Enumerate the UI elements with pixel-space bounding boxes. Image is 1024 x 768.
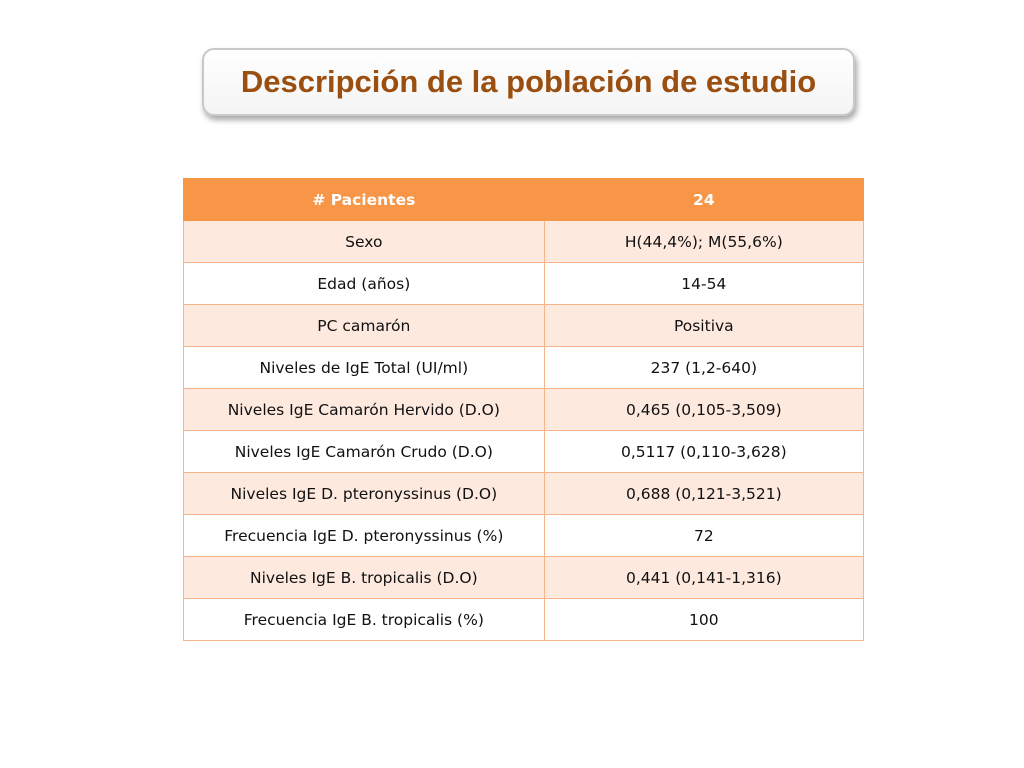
row-label: Niveles IgE Camarón Crudo (D.O) <box>184 431 545 473</box>
row-value: 0,5117 (0,110-3,628) <box>544 431 863 473</box>
row-label: Niveles IgE D. pteronyssinus (D.O) <box>184 473 545 515</box>
header-value: 24 <box>544 179 863 221</box>
table-row <box>184 599 864 641</box>
row-value: 0,441 (0,141-1,316) <box>544 557 863 599</box>
header-label: # Pacientes <box>184 179 545 221</box>
table-row <box>184 389 864 431</box>
table-row <box>184 221 864 263</box>
row-label: Sexo <box>184 221 545 263</box>
row-label: Edad (años) <box>184 263 545 305</box>
row-value: 14-54 <box>544 263 863 305</box>
row-value: H(44,4%); M(55,6%) <box>544 221 863 263</box>
table-row <box>184 263 864 305</box>
row-value: 100 <box>544 599 863 641</box>
table-header-row <box>184 179 864 221</box>
row-value: 0,465 (0,105-3,509) <box>544 389 863 431</box>
row-value: 237 (1,2-640) <box>544 347 863 389</box>
row-value: 72 <box>544 515 863 557</box>
row-label: Niveles IgE Camarón Hervido (D.O) <box>184 389 545 431</box>
table-row <box>184 557 864 599</box>
row-label: Frecuencia IgE B. tropicalis (%) <box>184 599 545 641</box>
row-label: PC camarón <box>184 305 545 347</box>
row-label: Frecuencia IgE D. pteronyssinus (%) <box>184 515 545 557</box>
row-value: Positiva <box>544 305 863 347</box>
population-table <box>183 178 864 641</box>
title-box <box>202 48 855 116</box>
row-value: 0,688 (0,121-3,521) <box>544 473 863 515</box>
table-row <box>184 473 864 515</box>
table-row <box>184 347 864 389</box>
table-row <box>184 431 864 473</box>
row-label: Niveles IgE B. tropicalis (D.O) <box>184 557 545 599</box>
row-label: Niveles de IgE Total (UI/ml) <box>184 347 545 389</box>
slide-title: Descripción de la población de estudio <box>240 64 817 99</box>
table-row <box>184 515 864 557</box>
table-row <box>184 305 864 347</box>
